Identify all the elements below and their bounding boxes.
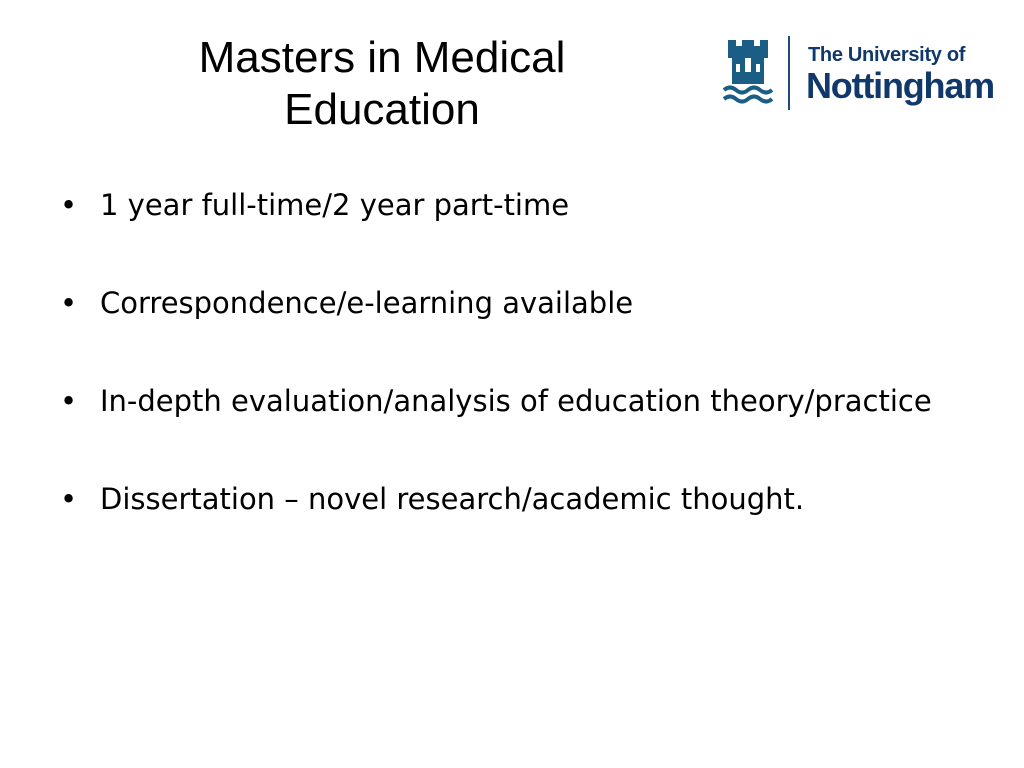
slide-title-line-1: Masters in Medical — [198, 33, 566, 82]
bullet-item — [60, 283, 960, 323]
logo-text-small: The University of — [808, 44, 966, 66]
bullet-text: 1 year full-time/2 year part-time — [100, 188, 570, 222]
bullet-icon: • — [60, 188, 78, 222]
bullet-icon: • — [60, 482, 78, 516]
university-logo — [722, 36, 992, 112]
bullet-text: Dissertation – novel research/academic thought. — [100, 482, 805, 516]
bullet-list — [60, 185, 960, 577]
slide-title-line-2: Education — [284, 85, 480, 134]
bullet-item — [60, 185, 960, 225]
bullet-icon: • — [60, 286, 78, 320]
logo-text-large: Nottingham — [806, 65, 994, 106]
bullet-icon: • — [60, 384, 78, 418]
slide-title — [162, 32, 602, 136]
castle-crest-icon — [722, 36, 774, 108]
bullet-item — [60, 479, 960, 519]
bullet-text: Correspondence/e-learning available — [100, 286, 634, 320]
bullet-item — [60, 381, 960, 421]
logo-divider — [788, 36, 790, 110]
bullet-text: In-depth evaluation/analysis of education theory/practice — [100, 384, 932, 418]
